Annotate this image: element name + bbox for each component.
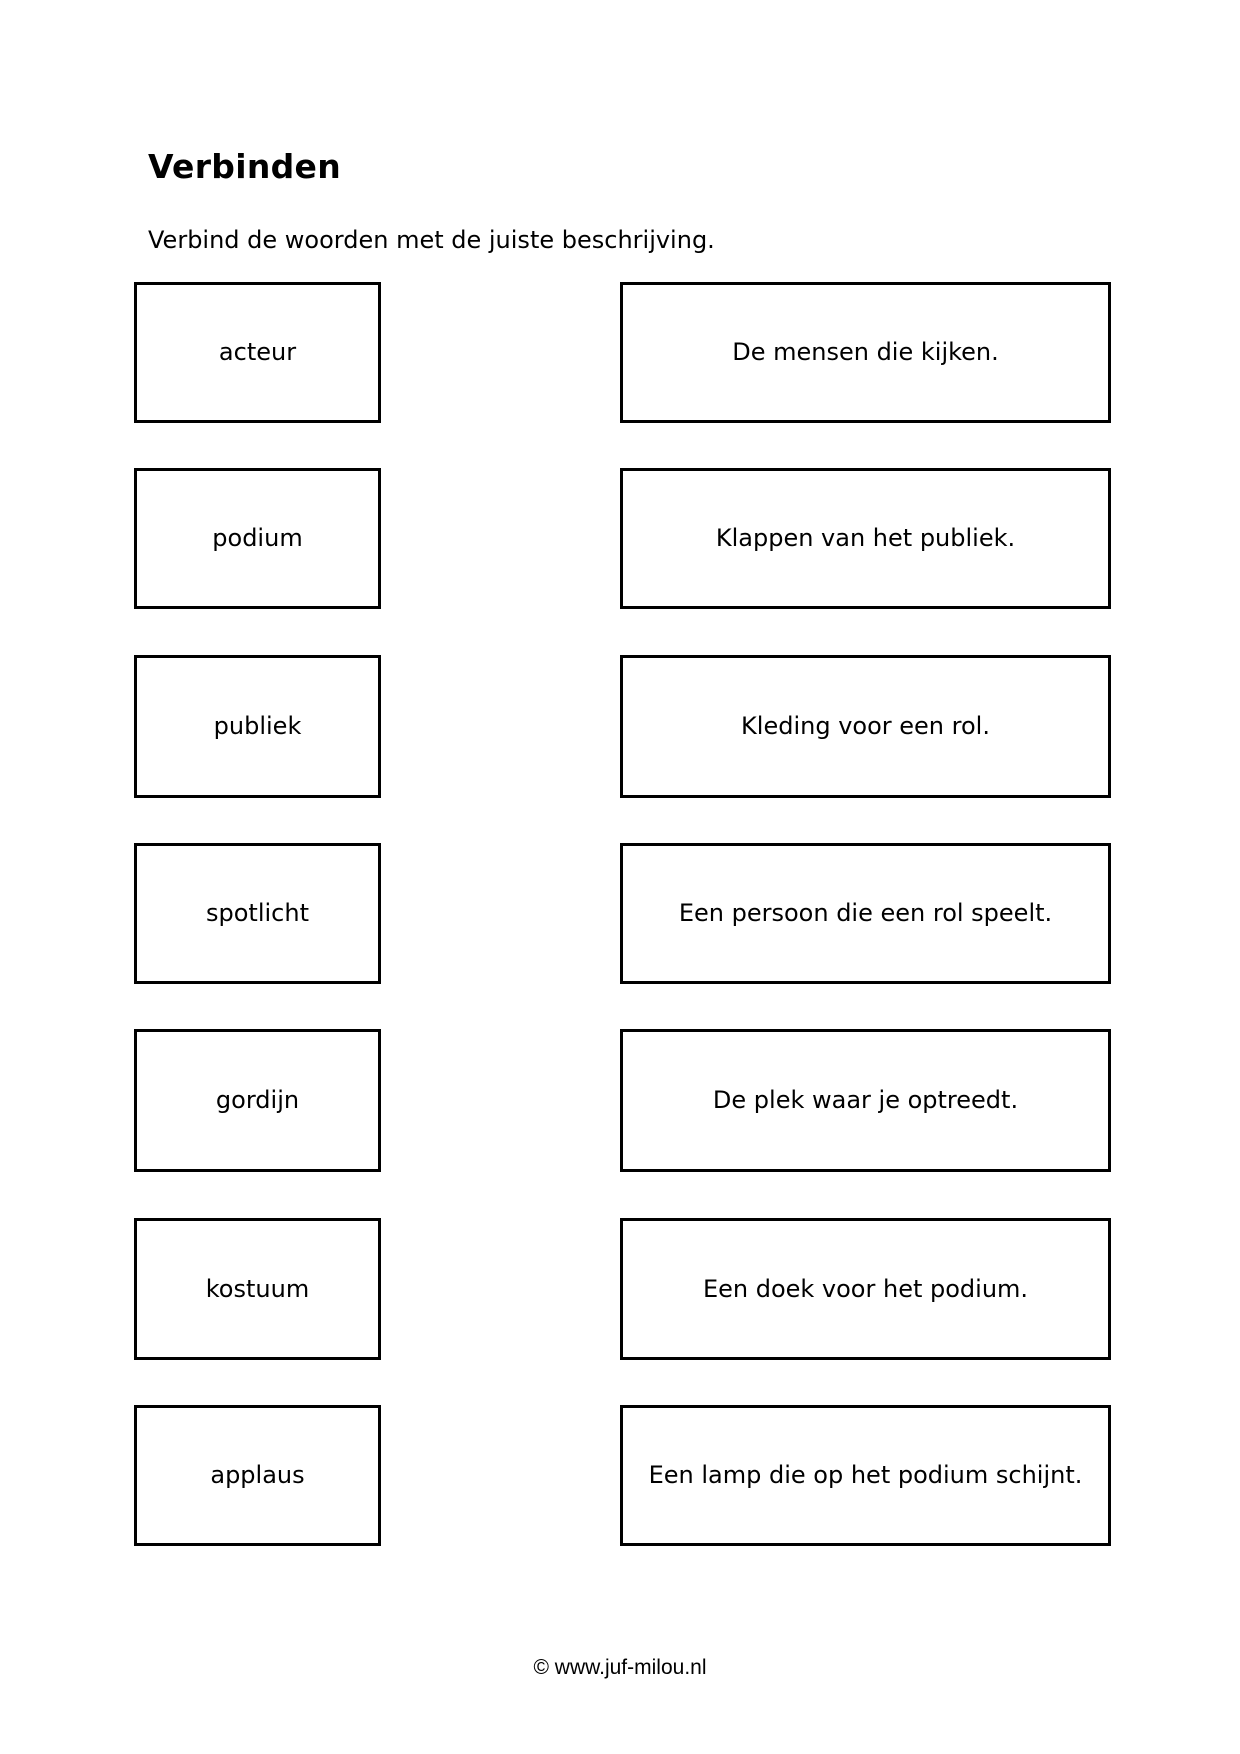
- description-box-5: De plek waar je optreedt.: [620, 1029, 1111, 1172]
- description-box-6: Een doek voor het podium.: [620, 1218, 1111, 1360]
- word-box-spotlicht: spotlicht: [134, 843, 381, 984]
- description-box-2: Klappen van het publiek.: [620, 468, 1111, 609]
- word-box-kostuum: kostuum: [134, 1218, 381, 1360]
- word-box-acteur: acteur: [134, 282, 381, 423]
- copyright-footer: © www.juf-milou.nl: [533, 1656, 707, 1679]
- instruction-text: Verbind de woorden met de juiste beschrijving.: [148, 226, 715, 254]
- word-box-gordijn: gordijn: [134, 1029, 381, 1172]
- page-title: Verbinden: [148, 147, 342, 186]
- description-box-3: Kleding voor een rol.: [620, 655, 1111, 798]
- description-box-1: De mensen die kijken.: [620, 282, 1111, 423]
- description-box-7: Een lamp die op het podium schijnt.: [620, 1405, 1111, 1546]
- word-box-publiek: publiek: [134, 655, 381, 798]
- description-box-4: Een persoon die een rol speelt.: [620, 843, 1111, 984]
- word-box-podium: podium: [134, 468, 381, 609]
- word-box-applaus: applaus: [134, 1405, 381, 1546]
